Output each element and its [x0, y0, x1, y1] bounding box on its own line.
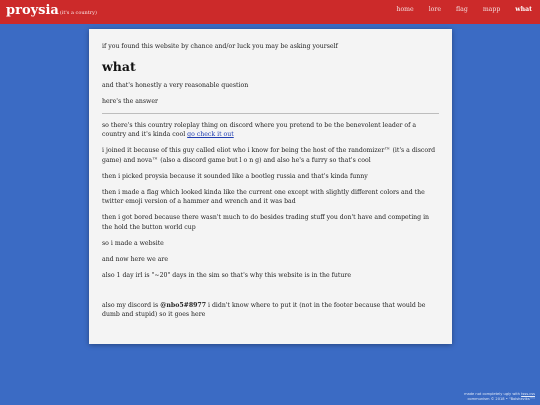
- discord-pre-text: also my discord is: [102, 301, 159, 309]
- paragraph-flag: then i made a flag which looked kinda like the current one except with slightly different colors and the twitter emoji version of a hammer and wrench and it was bad: [102, 188, 425, 206]
- nav-flag[interactable]: flag: [456, 6, 468, 13]
- paragraph-eliot: i joined it because of this guy called eliot who i know for being the host of the randomizer™ (it's a discord game) and nova™ (also a discord game but l o n g) and also he's a furry so that's cool: [102, 147, 436, 164]
- divider: [102, 113, 439, 114]
- check-it-out-link[interactable]: go check it out: [187, 131, 234, 139]
- paragraph-time: also 1 day irl is "~20" days in the sim so that's why this website is in the future: [102, 271, 351, 279]
- paragraph-question: and that's honestly a very reasonable question: [102, 81, 249, 89]
- page-title: what: [102, 58, 136, 74]
- paragraph-discord: [102, 301, 439, 320]
- paragraph-bored: then i got bored because there wasn't much to do besides trading stuff you don't have and competing in the hold the button world cup: [102, 214, 430, 231]
- footer-credit-text: made not completely ugly with: [464, 392, 520, 396]
- nav-home[interactable]: home: [396, 6, 414, 13]
- footer-css-link[interactable]: tsss.css: [521, 392, 535, 396]
- discord-post-text: i didn't know where to put it (not in the footer because that would be dumb and stupid) so it goes here: [102, 301, 426, 319]
- nav-mapp[interactable]: mapp: [482, 6, 501, 13]
- content-card: [89, 29, 452, 344]
- top-bar: [0, 0, 540, 24]
- intro-text: if you found this website by chance and/or luck you may be asking yourself: [102, 43, 338, 50]
- brand-name: proysia: [6, 3, 59, 18]
- paragraph-here: and now here we are: [102, 255, 169, 263]
- paragraph-website: so i made a website: [102, 239, 164, 247]
- footer: [464, 392, 535, 402]
- footer-copyright: communism © 2018 • "Bolsheviks™": [467, 397, 535, 401]
- brand-logo[interactable]: [6, 3, 97, 18]
- nav-what[interactable]: what: [515, 6, 532, 13]
- main-nav: [396, 6, 532, 13]
- brand-tagline: (it's a country): [59, 10, 97, 16]
- nav-lore[interactable]: lore: [428, 6, 442, 13]
- paragraph-proysia: then i picked proysia because it sounded like a bootleg russia and that's kinda funny: [102, 172, 368, 180]
- paragraph-roleplay-text: so there's this country roleplay thing on discord where you pretend to be the benevolent leader of a country and it's kinda cool: [102, 121, 417, 139]
- discord-handle: @nbo5#8977: [160, 301, 207, 309]
- paragraph-roleplay: [102, 121, 439, 140]
- spacer: [102, 287, 439, 301]
- paragraph-answer-intro: here's the answer: [102, 97, 158, 105]
